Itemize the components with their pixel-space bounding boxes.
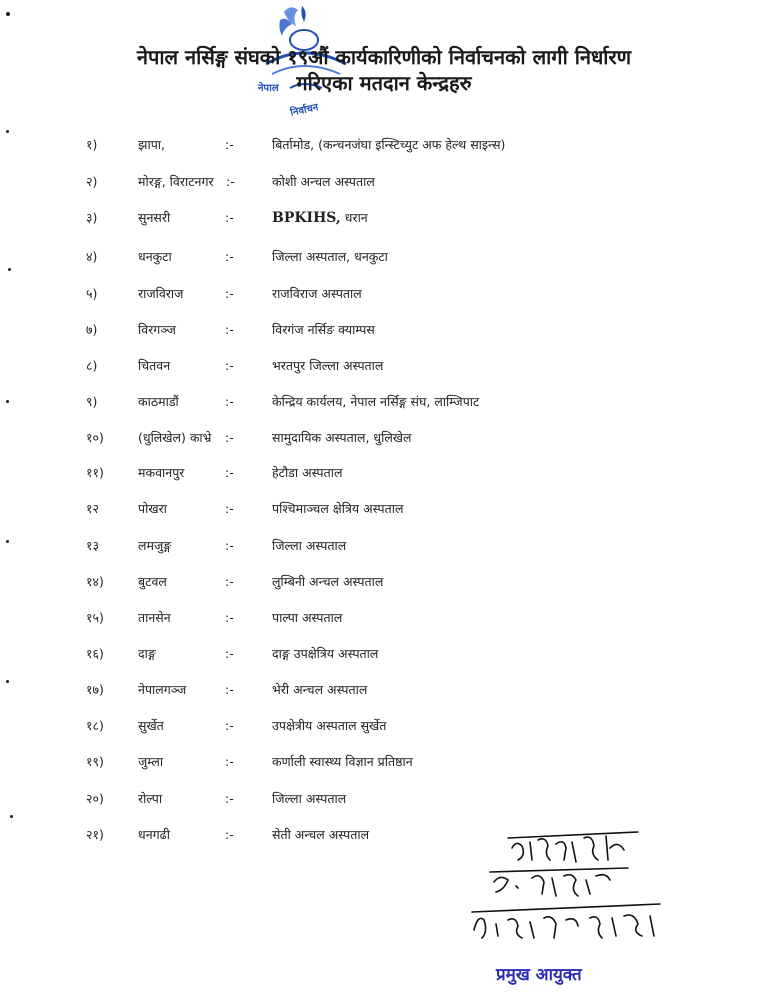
district-name: तानसेन [138,610,171,625]
polling-center [272,427,412,449]
district-name: धनगढी [138,827,170,842]
polling-row [0,715,768,737]
document-title: नेपाल नर्सिङ्ग संघको १९औं कार्यकारिणीको निर्वाचनको लागी निर्धारण [136,45,632,69]
row-separator: :- [225,574,234,589]
polling-center [272,355,383,377]
row-number: ९) [86,394,98,409]
row-separator: :- [225,465,234,480]
district-name: काठमाडौं [138,394,179,409]
polling-center [272,498,403,520]
district-name: सुनसरी [138,210,171,225]
handwritten-signature [460,820,700,970]
row-number: १२ [86,501,100,516]
district-name: जुम्ला [138,754,164,769]
document-subtitle: गरिएका मतदान केन्द्रहरु [296,71,472,95]
logo-text-nepal: नेपाल [258,83,279,94]
polling-center-text: लुम्बिनी अन्चल अस्पताल [272,574,384,589]
row-number: ४) [86,249,98,264]
row-separator: :- [226,174,235,189]
scan-speck [6,130,9,133]
polling-center-text: कोशी अन्चल अस्पताल [272,174,375,189]
district-name: विरगञ्ज [138,322,176,337]
row-number: ५) [86,286,98,301]
polling-row [0,462,768,484]
row-separator: :- [225,501,234,516]
polling-center-text: बिर्तामोड, (कन्चनजंघा इन्स्टिच्युट अफ हेल्थ साइन्स) [272,137,506,152]
district-name: झापा, [138,137,165,152]
polling-center-text: सेती अन्चल अस्पताल [272,827,370,842]
polling-row [0,355,768,377]
polling-row [0,246,768,268]
row-separator: :- [225,827,234,842]
signature-icon [460,820,700,970]
polling-row [0,788,768,810]
polling-row [0,427,768,449]
polling-center-text: सामुदायिक अस्पताल, धुलिखेल [272,430,412,445]
row-number: १५) [86,610,104,625]
polling-row [0,751,768,773]
row-separator: :- [225,249,234,264]
polling-row [0,571,768,593]
scan-speck [6,680,9,683]
chief-commissioner-stamp: प्रमुख आयुक्त [496,965,582,985]
row-number: १४) [86,574,104,589]
polling-center [272,571,383,593]
row-separator: :- [225,286,234,301]
polling-center-bold: BPKIHS, [272,210,341,226]
polling-center-text: भेरी अन्चल अस्पताल [272,682,368,697]
row-number: ७) [86,322,98,337]
district-name: दाङ्ग [138,646,156,661]
polling-row [0,171,768,193]
row-separator: :- [225,137,234,152]
row-separator: :- [225,646,234,661]
row-separator: :- [225,754,234,769]
row-separator: :- [225,394,234,409]
row-separator: :- [225,322,234,337]
polling-center-text: विरगंज नर्सिङ क्याम्पस [272,322,375,337]
polling-center [272,207,368,229]
row-number: ११) [86,465,104,480]
row-number: २०) [86,791,104,806]
polling-row [0,134,768,156]
polling-row [0,391,768,413]
polling-center-text: पाल्पा अस्पताल [272,610,343,625]
district-name: (धुलिखेल) काभ्रे [138,430,212,445]
logo-text-nirvachan: निर्वाचन [289,102,320,119]
polling-row [0,607,768,629]
row-separator: :- [225,358,234,373]
polling-center-text: दाङ्ग उपक्षेत्रिय अस्पताल [272,646,379,661]
district-name: बुटवल [138,574,167,589]
polling-center-text: हेटौडा अस्पताल [272,465,343,480]
polling-row [0,679,768,701]
district-name: मोरङ्ग, विराटनगर [138,174,214,189]
polling-center [272,246,388,268]
polling-center [272,788,346,810]
row-separator: :- [225,430,234,445]
polling-center [272,134,505,156]
polling-center-text: जिल्ला अस्पताल [272,538,347,553]
row-separator: :- [225,791,234,806]
polling-center [272,643,378,665]
polling-center-text: राजविराज अस्पताल [272,286,362,301]
polling-center [272,824,369,846]
district-name: नेपालगञ्ज [138,682,187,697]
district-name: सुर्खेत [138,718,164,733]
row-number: २) [86,174,98,189]
polling-row [0,283,768,305]
row-number: १३ [86,538,100,553]
polling-center-text: उपक्षेत्रीय अस्पताल सुर्खेत [272,718,387,733]
polling-center [272,751,413,773]
scan-speck [10,815,13,818]
district-name: चितवन [138,358,171,373]
polling-row [0,643,768,665]
scan-speck [6,540,9,543]
district-name: धनकुटा [138,249,172,264]
polling-row [0,319,768,341]
district-name: मकवानपुर [138,465,185,480]
district-name: लमजुङ्ग [138,538,172,553]
polling-center-text: जिल्ला अस्पताल [272,791,347,806]
polling-center-text: धरान [340,210,368,225]
row-number: १९) [86,754,104,769]
polling-row [0,498,768,520]
row-number: १) [86,137,98,152]
row-number: ८) [86,358,98,373]
polling-center [272,607,342,629]
row-separator: :- [225,210,234,225]
polling-center [272,283,362,305]
row-separator: :- [225,538,234,553]
polling-center [272,319,375,341]
district-name: राजविराज [138,286,184,301]
row-number: २१) [86,827,104,842]
polling-center [272,462,342,484]
polling-center [272,715,386,737]
polling-center-text: केन्द्रिय कार्यलय, नेपाल नर्सिङ्ग संघ, लाम्जिपाट [272,394,480,409]
row-number: १८) [86,718,104,733]
row-number: १०) [86,430,104,445]
row-separator: :- [225,682,234,697]
polling-center [272,391,479,413]
row-separator: :- [225,610,234,625]
scan-speck [6,12,10,16]
polling-row [0,207,768,229]
polling-center-text: कर्णाली स्वास्थ्य विज्ञान प्रतिष्ठान [272,754,413,769]
polling-center [272,535,346,557]
scan-speck [6,400,9,403]
district-name: पोखरा [138,501,167,516]
row-number: १७) [86,682,104,697]
polling-row [0,535,768,557]
row-number: १६) [86,646,104,661]
polling-center [272,171,375,193]
row-separator: :- [225,718,234,733]
polling-center-text: भरतपुर जिल्ला अस्पताल [272,358,384,373]
scan-speck [8,268,11,271]
polling-center-text: पश्चिमाञ्चल क्षेत्रिय अस्पताल [272,501,404,516]
polling-center [272,679,367,701]
row-number: ३) [86,210,98,225]
district-name: रोल्पा [138,791,163,806]
polling-center-text: जिल्ला अस्पताल, धनकुटा [272,249,388,264]
